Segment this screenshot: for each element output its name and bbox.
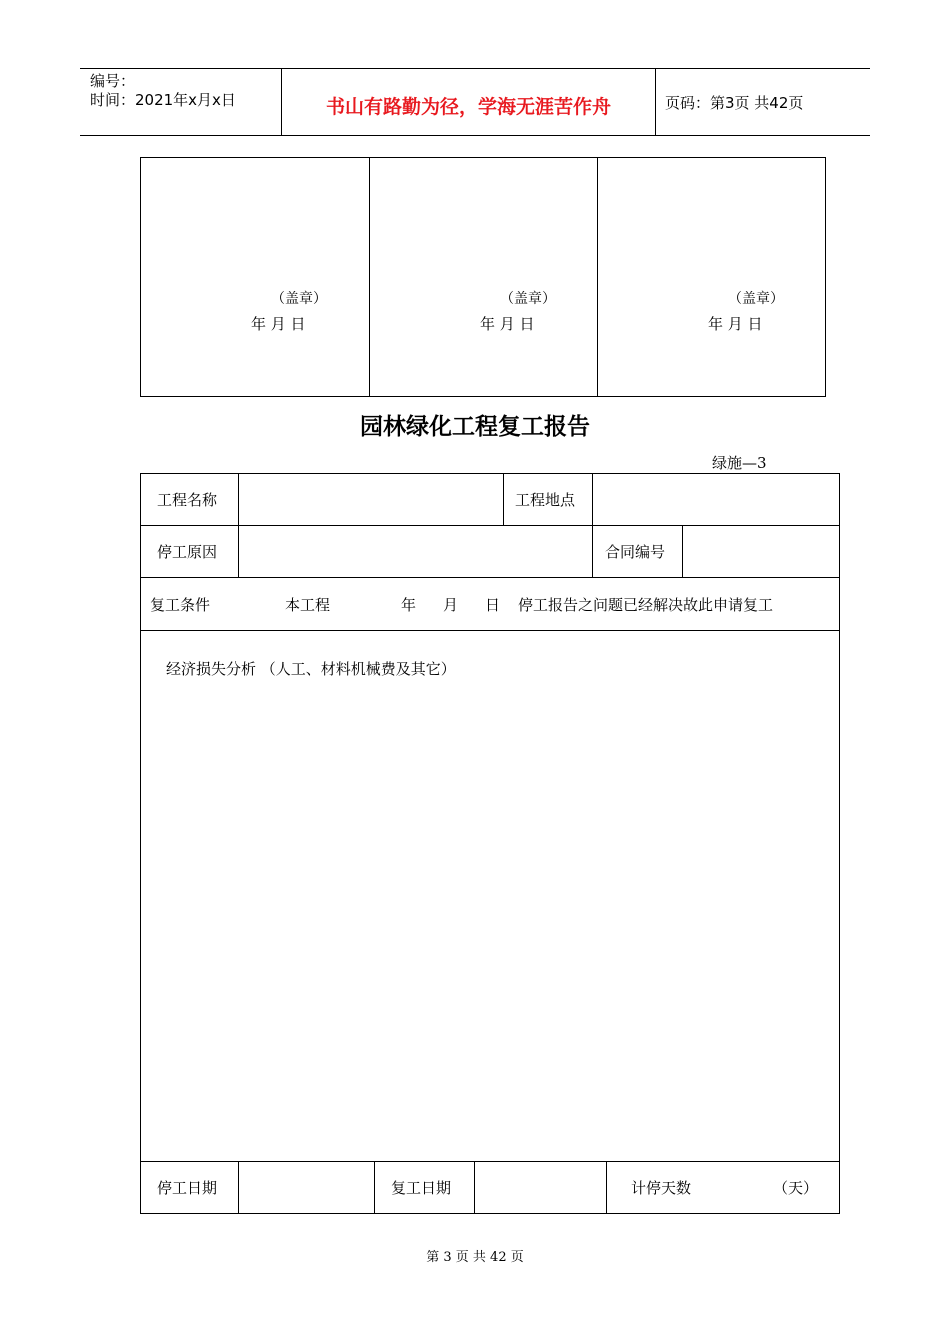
resume-condition-text: 停工报告之问题已经解决故此申请复工 [518,596,774,614]
stop-days-unit: （天） [773,1179,819,1197]
row-separator [140,577,840,578]
economic-loss-analysis-label: 经济损失分析 （人工、材料机械费及其它） [166,660,456,678]
header-bottom-rule [80,135,870,136]
resume-condition-label: 复工条件 [150,596,211,614]
table-border-right [839,473,840,1214]
project-name-label: 工程名称 [157,491,218,509]
stop-date-field[interactable] [239,1162,374,1213]
resume-date-field[interactable] [475,1162,606,1213]
stop-reason-label: 停工原因 [157,543,218,561]
header-divider-right [655,68,656,136]
seal-label: （盖章） [728,291,784,307]
resume-condition-month: 月 [443,596,459,614]
document-time-label: 时间：2021年x月x日 [90,91,236,109]
resume-condition-project: 本工程 [285,596,331,614]
row-separator [140,630,840,631]
signature-box-2 [369,157,598,397]
column-divider [592,525,593,578]
resume-date-label: 复工日期 [391,1179,452,1197]
header-top-rule [80,68,870,69]
economic-loss-analysis-field[interactable] [141,690,839,1160]
contract-number-label: 合同编号 [605,543,666,561]
date-label: 年 月 日 [708,315,763,333]
column-divider [503,473,504,526]
date-label: 年 月 日 [251,315,306,333]
column-divider [606,1161,607,1214]
contract-number-field[interactable] [683,526,839,577]
resume-condition-year: 年 [401,596,417,614]
stop-reason-field[interactable] [239,526,592,577]
stop-date-label: 停工日期 [157,1179,218,1197]
report-title: 园林绿化工程复工报告 [360,413,590,440]
resume-condition-day: 日 [485,596,501,614]
table-border-bottom [140,1213,840,1214]
date-label: 年 月 日 [480,315,535,333]
seal-label: （盖章） [271,291,327,307]
signature-box-3 [597,157,826,397]
project-name-field[interactable] [239,474,503,525]
header-motto: 书山有路勤为径，学海无涯苦作舟 [325,96,611,118]
signature-box-1 [140,157,370,397]
header-page-info: 页码：第3页 共42页 [665,94,804,112]
project-location-label: 工程地点 [515,491,576,509]
project-location-field[interactable] [593,474,839,525]
document-number-label: 编号： [90,72,136,90]
page-footer: 第 3 页 共 42 页 [426,1250,524,1265]
seal-label: （盖章） [500,291,556,307]
stop-days-label: 计停天数 [631,1179,692,1197]
report-code: 绿施—3 [712,454,767,472]
column-divider [374,1161,375,1214]
